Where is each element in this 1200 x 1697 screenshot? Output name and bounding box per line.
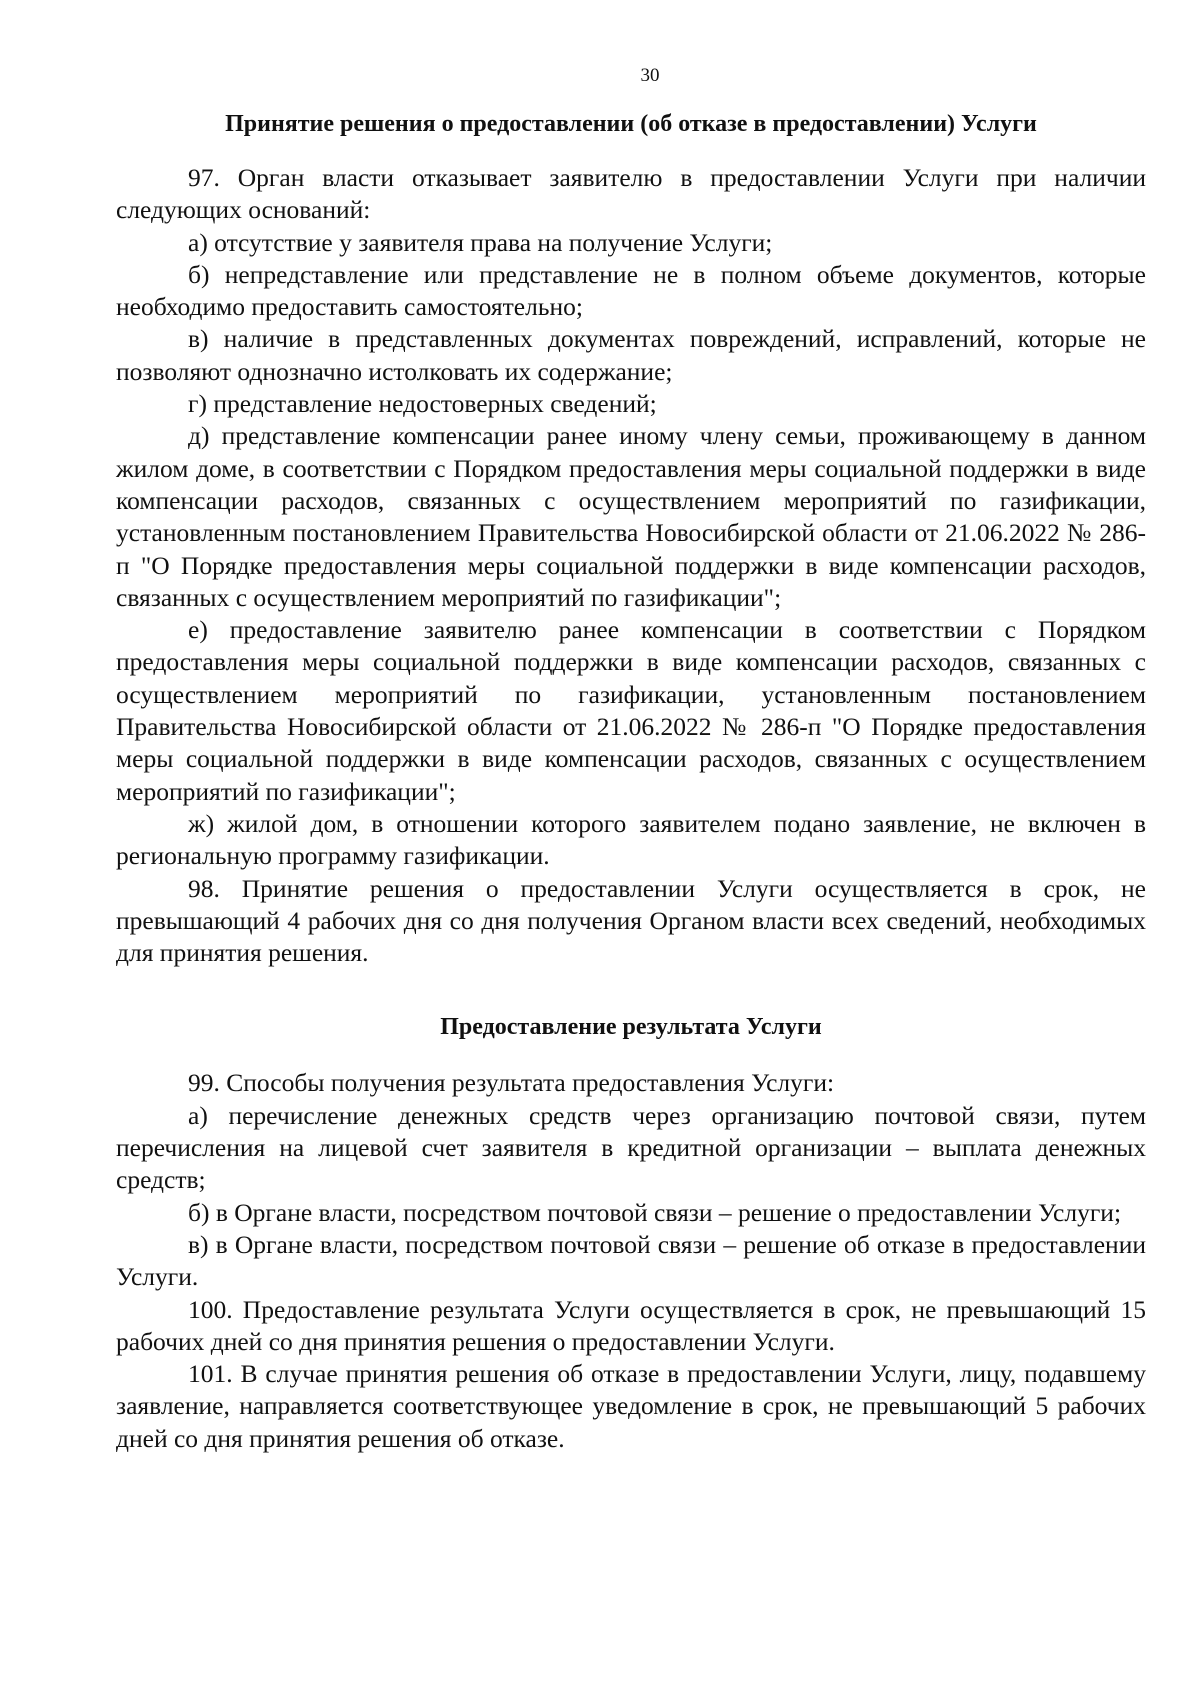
list-item-d: д) представление компенсации ранее иному члену семьи, проживающему в данном жилом доме, в соответствии с Порядком предоставления меры социальной поддержки в виде компенсации расходов, связанных с осуществлением мероприятий по газификации, установленным постановлением Правительства Новосибирской области от 21.06.2022 № 286-п "О Порядке предоставления меры социальной поддержки в виде компенсации расходов, связанных с осуществлением мероприятий по газификации"; [116, 421, 1146, 612]
list-item-v: в) наличие в представленных документах повреждений, исправлений, которые не позволяют однозначно истолковать их содержание; [116, 324, 1146, 386]
section-title-result: Предоставление результата Услуги [440, 1014, 822, 1041]
document-page [116, 64, 1146, 1455]
section-body-decision [116, 162, 1146, 969]
paragraph-100: 100. Предоставление результата Услуги осуществляется в срок, не превышающий 15 рабочих дней со дня принятия решения о предоставлении Услуги. [116, 1294, 1146, 1356]
list-item-b: б) в Органе власти, посредством почтовой связи – решение о предоставлении Услуги; [188, 1197, 1122, 1227]
list-item-zh: ж) жилой дом, в отношении которого заявителем подано заявление, не включен в региональную программу газификации. [116, 808, 1146, 871]
paragraph-101: 101. В случае принятия решения об отказе в предоставлении Услуги, лицу, подавшему заявление, направляется соответствующее уведомление в срок, не превышающий 5 рабочих дней со дня принятия решения об отказе. [116, 1359, 1146, 1453]
list-item-a: а) отсутствие у заявителя права на получение Услуги; [188, 227, 773, 257]
page-number: 30 [640, 65, 660, 86]
section-title-decision: Принятие решения о предоставлении (об отказе в предоставлении) Услуги [225, 111, 1037, 137]
list-item-e: е) предоставление заявителю ранее компенсации в соответствии с Порядком предоставления меры социальной поддержки в виде компенсации расходов, связанных с осуществлением мероприятий по газификации, установленным постановлением Правительства Новосибирской области от 21.06.2022 № 286-п "О Порядке предоставления меры социальной поддержки в виде компенсации расходов, связанных с осуществлением мероприятий по газификации"; [116, 615, 1146, 806]
list-item-g: г) представление недостоверных сведений; [188, 389, 657, 419]
list-item-v: в) в Органе власти, посредством почтовой связи – решение об отказе в предоставлении Услуги. [116, 1229, 1146, 1292]
list-item-a: а) перечисление денежных средств через организацию почтовой связи, путем перечисления на лицевой счет заявителя в кредитной организации – выплата денежных средств; [116, 1100, 1146, 1195]
paragraph-98: 98. Принятие решения о предоставлении Услуги осуществляется в срок, не превышающий 4 рабочих дня со дня получения Органом власти всех сведений, необходимых для принятия решения. [116, 873, 1146, 968]
paragraph-97: 97. Орган власти отказывает заявителю в предоставлении Услуги при наличии следующих оснований: [116, 163, 1146, 225]
section-body-result [116, 1067, 1146, 1455]
list-item-b: б) непредставление или представление не в полном объеме документов, которые необходимо предоставить самостоятельно; [116, 259, 1146, 322]
paragraph-99: 99. Способы получения результата предоставления Услуги: [188, 1068, 835, 1098]
